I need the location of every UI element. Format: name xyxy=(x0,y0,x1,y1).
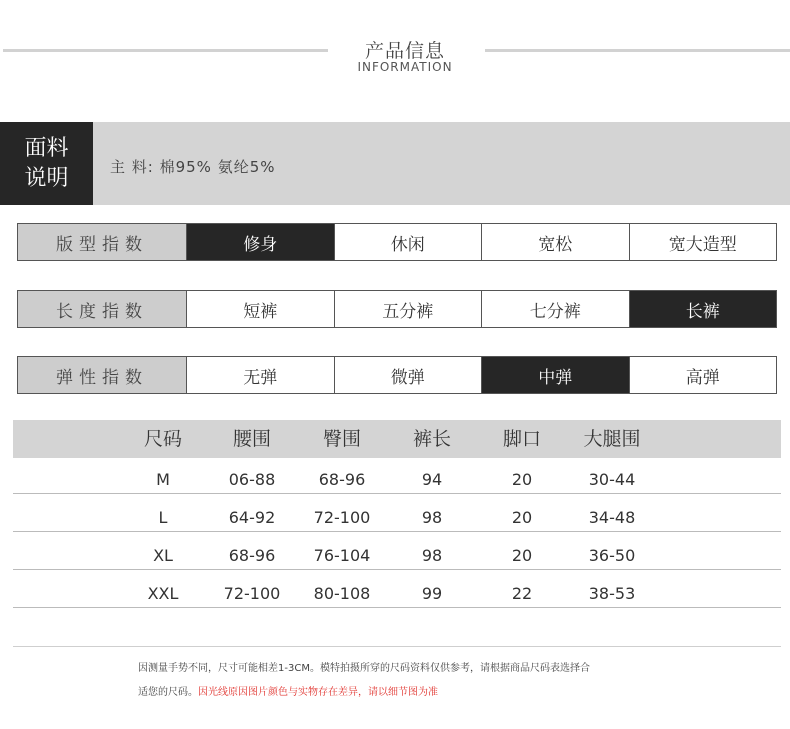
size-cell: 20 xyxy=(511,470,533,489)
fit-option: 宽松 xyxy=(482,224,630,260)
fit-option: 宽大造型 xyxy=(630,224,777,260)
stretch-option: 无弹 xyxy=(187,357,335,393)
header-rule-left xyxy=(3,49,328,52)
size-cell: 38-53 xyxy=(588,584,636,603)
stretch-option: 高弹 xyxy=(630,357,777,393)
size-cell: 76-104 xyxy=(313,546,371,565)
size-table-header: 臀围 xyxy=(322,428,361,450)
size-table-header: 脚口 xyxy=(502,428,541,450)
stretch-option: 中弹 xyxy=(482,357,630,393)
size-cell: 30-44 xyxy=(588,470,636,489)
size-cell: 22 xyxy=(511,584,533,603)
size-cell: 80-108 xyxy=(313,584,371,603)
size-cell: 98 xyxy=(421,546,443,565)
fabric-label-line1: 面料 xyxy=(24,135,69,161)
length-index-row xyxy=(17,290,777,328)
fit-option: 休闲 xyxy=(335,224,483,260)
size-cell: 68-96 xyxy=(228,546,276,565)
size-cell: 34-48 xyxy=(588,508,636,527)
size-note-line2 xyxy=(138,683,438,698)
row-divider xyxy=(13,607,781,608)
section-title: 产品信息 xyxy=(364,40,445,62)
section-subtitle: INFORMATION xyxy=(357,60,453,74)
length-option: 五分裤 xyxy=(335,291,483,327)
fabric-content: 主 料: 棉95% 氨纶5% xyxy=(110,158,276,176)
size-cell: 20 xyxy=(511,508,533,527)
size-table-header: 尺码 xyxy=(143,428,182,450)
row-divider xyxy=(13,531,781,532)
size-cell: XL xyxy=(153,546,173,565)
fabric-label-line2: 说明 xyxy=(24,165,69,191)
color-disclaimer: 因光线原因图片颜色与实物存在差异，请以细节图为准 xyxy=(198,687,438,698)
length-index-label: 长度指数 xyxy=(18,291,187,327)
size-cell: M xyxy=(156,470,170,489)
size-table-header: 裤长 xyxy=(412,428,451,450)
row-divider xyxy=(13,569,781,570)
stretch-index-row xyxy=(17,356,777,394)
size-note-line1: 因测量手势不同，尺寸可能相差1-3CM。模特拍摄所穿的尺码资料仅供参考，请根据商品尺码表选择合 xyxy=(138,663,590,674)
stretch-option: 微弹 xyxy=(335,357,483,393)
size-cell: 06-88 xyxy=(228,470,276,489)
size-note-plain: 适您的尺码。 xyxy=(138,687,198,698)
fit-option: 修身 xyxy=(187,224,335,260)
size-cell: 68-96 xyxy=(318,470,366,489)
size-cell: 36-50 xyxy=(588,546,636,565)
size-cell: 72-100 xyxy=(223,584,281,603)
fabric-label-box xyxy=(0,122,93,205)
size-cell: 98 xyxy=(421,508,443,527)
length-option: 七分裤 xyxy=(482,291,630,327)
size-table-header: 大腿围 xyxy=(583,428,641,450)
fit-index-label: 版型指数 xyxy=(18,224,187,260)
row-divider xyxy=(13,493,781,494)
size-cell: L xyxy=(158,508,168,527)
size-table-header: 腰围 xyxy=(232,428,271,450)
size-cell: 94 xyxy=(421,470,443,489)
length-option: 短裤 xyxy=(187,291,335,327)
size-cell: XXL xyxy=(147,584,179,603)
size-cell: 72-100 xyxy=(313,508,371,527)
fit-index-row xyxy=(17,223,777,261)
header-rule-right xyxy=(485,49,790,52)
size-cell: 99 xyxy=(421,584,443,603)
stretch-index-label: 弹性指数 xyxy=(18,357,187,393)
size-cell: 64-92 xyxy=(228,508,276,527)
notes-divider xyxy=(13,646,781,647)
length-option: 长裤 xyxy=(630,291,777,327)
size-cell: 20 xyxy=(511,546,533,565)
